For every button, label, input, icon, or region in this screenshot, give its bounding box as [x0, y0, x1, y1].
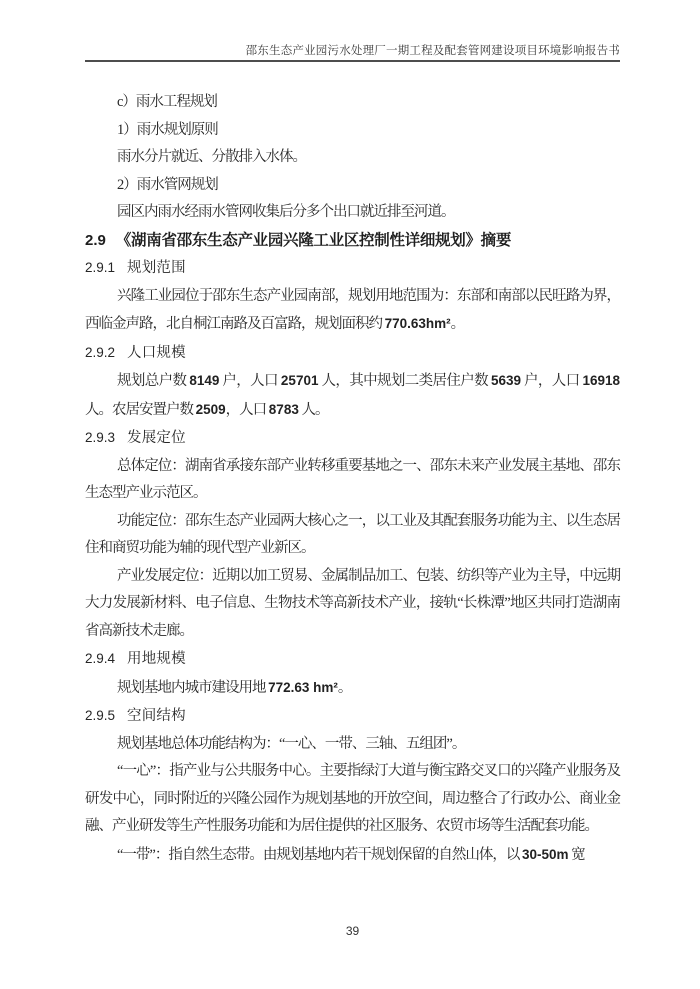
paragraph-industry-positioning: 产业发展定位：近期以加工贸易、金属制品加工、包装、纺织等产业为主导，中远期大力发展新材料、电子信息、生物技术等高新技术产业，接轨“长株潭”地区共同打造湖南省高新技术走廊。 — [85, 567, 620, 639]
page-header — [85, 0, 620, 62]
section-heading-2-9-4: 2.9.4 用地规模 — [85, 651, 186, 667]
page-number: 39 — [345, 924, 360, 938]
list-item-1-rainwater-principle: 1）雨水规划原则 — [117, 121, 218, 138]
paragraph-functional-positioning: 功能定位：邵东生态产业园两大核心之一，以工业及其配套服务功能为主、以生态居住和商贸功能为辅的现代型产业新区。 — [85, 512, 620, 556]
section-heading-2-9-3: 2.9.3 发展定位 — [85, 430, 186, 446]
paragraph-rainwater-network: 园区内雨水经雨水管网收集后分多个出口就近排至河道。 — [117, 204, 455, 220]
section-heading-2-9-1: 2.9.1 规划范围 — [85, 260, 186, 276]
section-heading-2-9-5: 2.9.5 空间结构 — [85, 708, 186, 724]
paragraph-rainwater-principle: 雨水分片就近、分散排入水体。 — [117, 149, 306, 165]
paragraph-one-center: “一心”：指产业与公共服务中心。主要指绿汀大道与衡宝路交叉口的兴隆产业服务及研发中心，同时附近的兴隆公园作为规划基地的开放空间，周边整合了行政办公、商业金融、产业研发等生产性服务功能和为居住提供的社区服务、农贸市场等生活配套功能。 — [85, 763, 620, 834]
section-heading-2-9-2: 2.9.2 人口规模 — [85, 344, 186, 361]
page-footer — [85, 922, 620, 940]
list-item-c-rainwater-plan: c）雨水工程规划 — [117, 94, 217, 110]
paragraph-spatial-structure: 规划基地总体功能结构为：“一心、一带、三轴、五组团”。 — [117, 735, 466, 752]
list-item-2-rainwater-network: 2）雨水管网规划 — [117, 176, 218, 193]
header-title: 邵东生态产业园污水处理厂一期工程及配套管网建设项目环境影响报告书 — [245, 45, 620, 57]
section-heading-2-9: 2.9 《湖南省邵东生态产业园兴隆工业区控制性详细规划》摘要 — [85, 231, 512, 249]
paragraph-planning-scope: 兴隆工业园位于邵东生态产业园南部，规划用地范围为：东部和南部以民旺路为界，西临金声路，北自桐江南路及百富路，规划面积约 770.63hm²。 — [85, 287, 620, 332]
paragraph-overall-positioning: 总体定位：湖南省承接东部产业转移重要基地之一、邵东未来产业发展主基地、邵东生态型产业示范区。 — [85, 457, 620, 501]
document-body — [85, 89, 620, 869]
paragraph-one-belt: “一带”：指自然生态带。由规划基地内若干规划保留的自然山体，以 30-50m 宽 — [117, 846, 585, 863]
paragraph-population-scale: 规划总户数 8149 户，人口 25701 人，其中规划二类居住户数 5639 户，人口 16918 人。农居安置户数 2509，人口 8783 人。 — [85, 373, 621, 418]
paragraph-land-scale: 规划基地内城市建设用地 772.63 hm²。 — [117, 679, 352, 696]
